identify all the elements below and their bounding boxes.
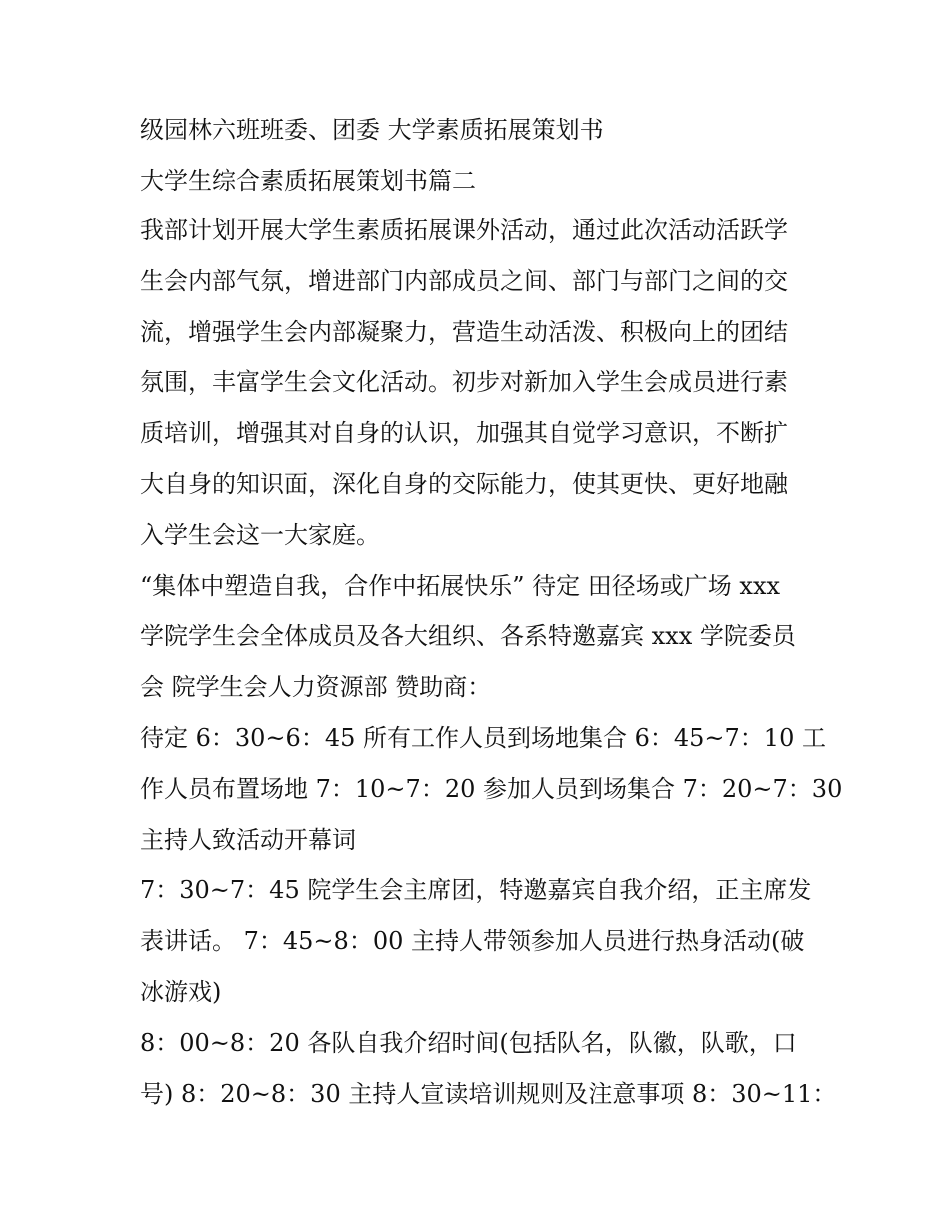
text-line: 表讲话。 7：45~8：00 主持人带领参加人员进行热身活动(破 [140,927,805,955]
title-line: 级园林六班班委、团委 大学素质拓展策划书 [140,116,604,144]
text-line: 我部计划开展大学生素质拓展课外活动，通过此次活动活跃学 [140,216,788,244]
text-line: 流，增强学生会内部凝聚力，营造生动活泼、积极向上的团结 [140,318,788,346]
text-line: 氛围，丰富学生会文化活动。初步对新加入学生会成员进行素 [140,368,788,396]
text-line: “集体中塑造自我，合作中拓展快乐” 待定 田径场或广场 xxx [140,572,781,600]
text-line: 主持人致活动开幕词 [140,826,356,854]
text-line: 质培训，增强其对自身的认识，加强其自觉学习意识，不断扩 [140,419,788,447]
subtitle-line: 大学生综合素质拓展策划书篇二 [140,167,476,195]
text-line: 会 院学生会人力资源部 赞助商： [140,673,492,701]
text-line: 大自身的知识面，深化自身的交际能力，使其更快、更好地融 [140,470,788,498]
text-line: 7：30~7：45 院学生会主席团，特邀嘉宾自我介绍，正主席发 [140,876,812,904]
text-line: 入学生会这一大家庭。 [140,521,380,549]
text-line: 生会内部气氛，增进部门内部成员之间、部门与部门之间的交 [140,267,788,295]
text-line: 学院学生会全体成员及各大组织、各系特邀嘉宾 xxx 学院委员 [140,622,796,650]
text-line: 冰游戏) [140,978,222,1006]
text-line: 8：00~8：20 各队自我介绍时间(包括队名，队徽，队歌，口 [140,1029,797,1057]
text-line: 号) 8：20~8：30 主持人宣读培训规则及注意事项 8：30~11： [140,1080,837,1108]
text-line: 待定 6：30~6：45 所有工作人员到场地集合 6：45~7：10 工 [140,724,826,752]
text-line: 作人员布置场地 7：10~7：20 参加人员到场集合 7：20~7：30 [140,775,843,803]
